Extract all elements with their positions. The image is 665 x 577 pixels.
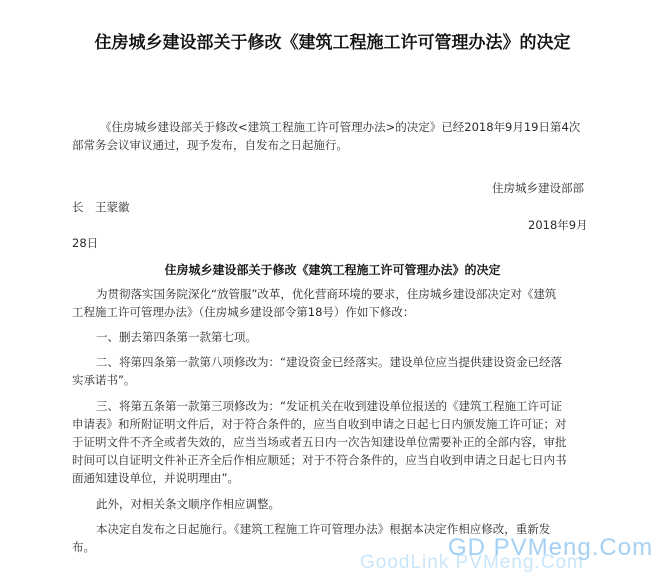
watermark-primary: GD PVMeng.Com [448, 534, 654, 561]
intro-line-2: 部常务会议审议通过，现予发布，自发布之日起施行。 [72, 138, 348, 152]
item-2-line-1: 二、将第四条第一款第八项修改为：“建设资金已经落实。建设单位应当提供建设资金已经落 [96, 355, 562, 369]
para1-line-1: 为贯彻落实国务院深化“放管服”改革，优化营商环境的要求，住房城乡建设部决定对《建筑 [96, 287, 557, 301]
para-final-line-2: 布。 [72, 540, 95, 554]
signature-date-part2: 28日 [72, 236, 99, 250]
item-3-line-3: 于证明文件不齐全或者失效的，应当当场或者五日内一次告知建设单位需要补正的全部内容，审批 [72, 435, 567, 449]
para-final-line-1: 本决定自发布之日起施行。《建筑工程施工许可管理办法》根据本决定作相应修改，重新发 [96, 522, 551, 536]
signature-date-part1: 2018年9月 [528, 218, 588, 232]
item-3-line-5: 面通知建设单位，并说明理由”。 [72, 471, 239, 485]
signature-name: 长 王蒙徽 [72, 200, 130, 214]
item-1: 一、删去第四条第一款第七项。 [96, 330, 257, 344]
item-3-line-1: 三、将第五条第一款第三项修改为：“发证机关在收到建设单位报送的《建筑工程施工许可证 [96, 399, 562, 413]
item-2-line-2: 实承诺书”。 [72, 373, 136, 387]
para1-line-2: 工程施工许可管理办法》（住房城乡建设部令第18号）作如下修改： [72, 305, 415, 319]
item-3-line-2: 申请表》和所附证明文件后，对于符合条件的，应当自收到申请之日起七日内颁发施工许可证；对 [72, 417, 567, 431]
document-title: 住房城乡建设部关于修改《建筑工程施工许可管理办法》的决定 [94, 33, 571, 53]
intro-line-1: 《住房城乡建设部关于修改<建筑工程施工许可管理办法>的决定》已经2018年9月19日第4次 [100, 120, 581, 134]
watermark-secondary: GoodLink PVMeng.Com [360, 552, 584, 573]
item-3-line-4: 时间可以自证明文件补正齐全后作相应顺延；对于不符合条件的，应当自收到申请之日起七日内书 [72, 453, 567, 467]
document-subtitle: 住房城乡建设部关于修改《建筑工程施工许可管理办法》的决定 [164, 263, 501, 277]
signature-org: 住房城乡建设部部 [492, 181, 584, 195]
para-other: 此外，对相关条文顺序作相应调整。 [96, 497, 280, 511]
